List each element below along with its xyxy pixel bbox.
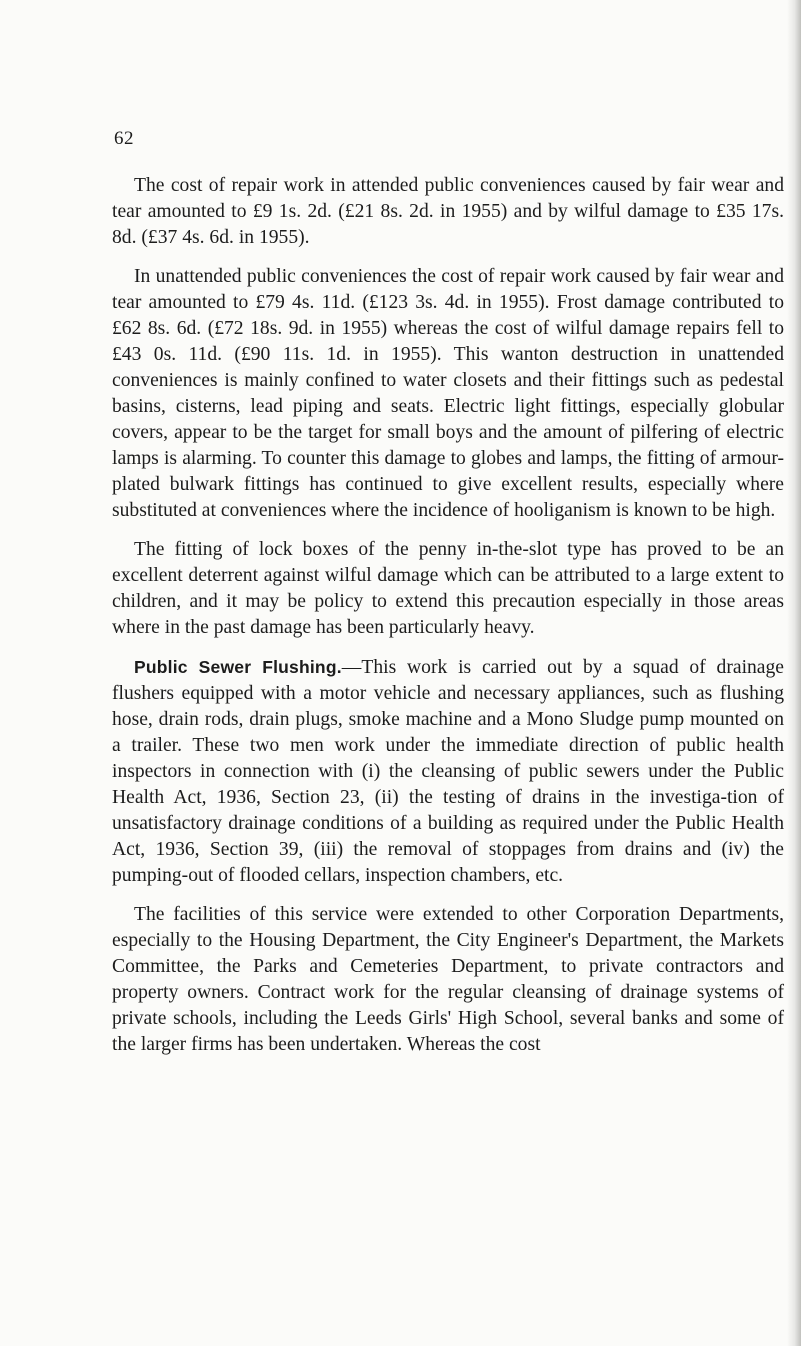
section-heading-public-sewer-flushing: Public Sewer Flushing. <box>134 657 342 677</box>
paragraph-text: —This work is carried out by a squad of drainage flushers equipped with a motor vehicle and necessary appliances, such as flushing hose, drain rods, drain plugs, smoke machine and a Mono Sludge pump mounted on a trailer. These two men work under the immediate direction of public health inspectors in connection with (i) the cleansing of public sewers under the Public Health Act, 1936, Section 23, (ii) the testing of drains in the investiga-tion of unsatisfactory drainage conditions of a building as required under the Public Health Act, 1936, Section 39, (iii) the removal of stoppages from drains and (iv) the pumping-out of flooded cellars, inspection chambers, etc. <box>112 657 784 886</box>
page-edge-shadow <box>787 0 801 1346</box>
page-number: 62 <box>114 128 134 149</box>
paragraph-repair-costs-unattended: In unattended public conveniences the cost of repair work caused by fair wear and tear amounted to £79 4s. 11d. (£123 3s. 4d. in 1955). Frost damage contributed to £62 8s. 6d. (£72 18s. 9d. in 1955) whereas the cost of wilful damage repairs fell to £43 0s. 11d. (£90 11s. 1d. in 1955). This wanton destruction in unattended conveniences is mainly confined to water closets and their fittings such as pedestal basins, cisterns, lead piping and seats. Electric light fittings, especially globular covers, appear to be the target for small boys and the amount of pilfering of electric lamps is alarming. To counter this damage to globes and lamps, the fitting of armour-plated bulwark fittings has continued to give excellent results, especially where substituted at conveniences where the incidence of hooliganism is known to be high. <box>112 266 784 521</box>
body-text <box>112 173 784 1071</box>
paragraph-lock-boxes: The fitting of lock boxes of the penny in-the-slot type has proved to be an excellent deterrent against wilful damage which can be attributed to a large extent to children, and it may be policy to extend this precaution especially in those areas where in the past damage has been particularly heavy. <box>112 539 784 638</box>
paragraph-service-facilities: The facilities of this service were extended to other Corporation Departments, especially to the Housing Department, the City Engineer's Department, the Markets Committee, the Parks and Cemeteries Department, to private contractors and property owners. Contract work for the regular cleansing of drainage systems of private schools, including the Leeds Girls' High School, several banks and some of the larger firms has been undertaken. Whereas the cost <box>112 904 784 1055</box>
paragraph-repair-costs-attended: The cost of repair work in attended public conveniences caused by fair wear and tear amounted to £9 1s. 2d. (£21 8s. 2d. in 1955) and by wilful damage to £35 17s. 8d. (£37 4s. 6d. in 1955). <box>112 175 784 248</box>
paragraph-public-sewer-flushing <box>112 654 784 889</box>
